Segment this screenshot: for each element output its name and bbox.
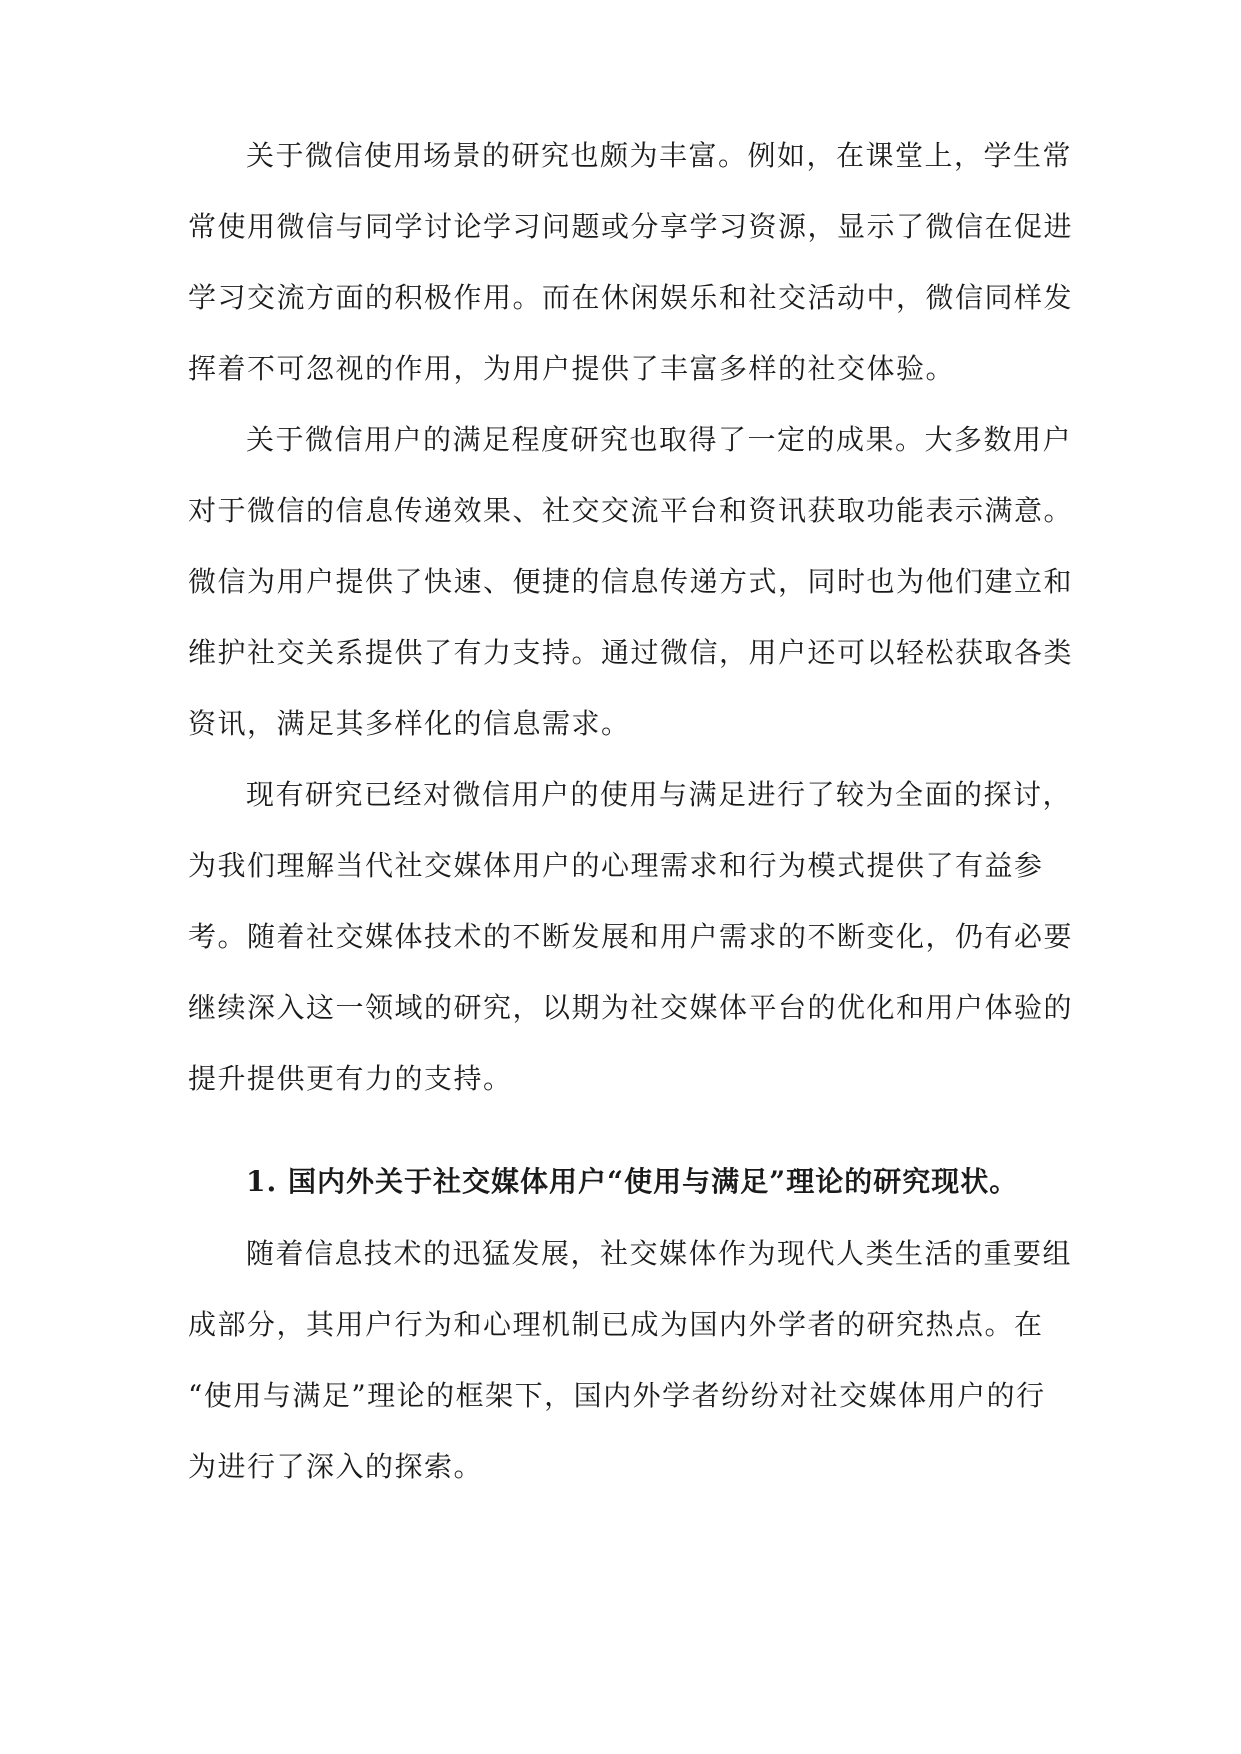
paragraph-line: 继续深入这一领域的研究，以期为社交媒体平台的优化和用户体验的 (188, 991, 1074, 1024)
paragraph-line: 考。随着社交媒体技术的不断发展和用户需求的不断变化，仍有必要 (188, 920, 1074, 953)
section-heading: 1. 国内外关于社交媒体用户“使用与满足”理论的研究现状。 (246, 1165, 1019, 1198)
paragraph-line: 常使用微信与同学讨论学习问题或分享学习资源，显示了微信在促进 (188, 210, 1074, 243)
paragraph-line: 关于微信用户的满足程度研究也取得了一定的成果。大多数用户 (246, 423, 1073, 456)
paragraph-line: 对于微信的信息传递效果、社交交流平台和资讯获取功能表示满意。 (188, 494, 1074, 527)
paragraph-line: 维护社交关系提供了有力支持。通过微信，用户还可以轻松获取各类 (188, 636, 1074, 669)
paragraph-line: 资讯，满足其多样化的信息需求。 (188, 707, 631, 740)
paragraph-line: 随着信息技术的迅猛发展，社交媒体作为现代人类生活的重要组 (246, 1237, 1073, 1270)
paragraph-line: 提升提供更有力的支持。 (188, 1062, 513, 1095)
paragraph-line: 成部分，其用户行为和心理机制已成为国内外学者的研究热点。在 (188, 1308, 1044, 1341)
paragraph-line: 学习交流方面的积极作用。而在休闲娱乐和社交活动中，微信同样发 (188, 281, 1074, 314)
paragraph-line: 关于微信使用场景的研究也颇为丰富。例如，在课堂上，学生常 (246, 139, 1073, 172)
paragraph-line: 为进行了深入的探索。 (188, 1450, 484, 1483)
paragraph-line: 微信为用户提供了快速、便捷的信息传递方式，同时也为他们建立和 (188, 565, 1074, 598)
paragraph-line: 现有研究已经对微信用户的使用与满足进行了较为全面的探讨， (246, 778, 1073, 811)
paragraph-line: 为我们理解当代社交媒体用户的心理需求和行为模式提供了有益参 (188, 849, 1044, 882)
paragraph-line: 挥着不可忽视的作用，为用户提供了丰富多样的社交体验。 (188, 352, 956, 385)
paragraph-line: “使用与满足”理论的框架下，国内外学者纷纷对社交媒体用户的行 (188, 1379, 1046, 1412)
